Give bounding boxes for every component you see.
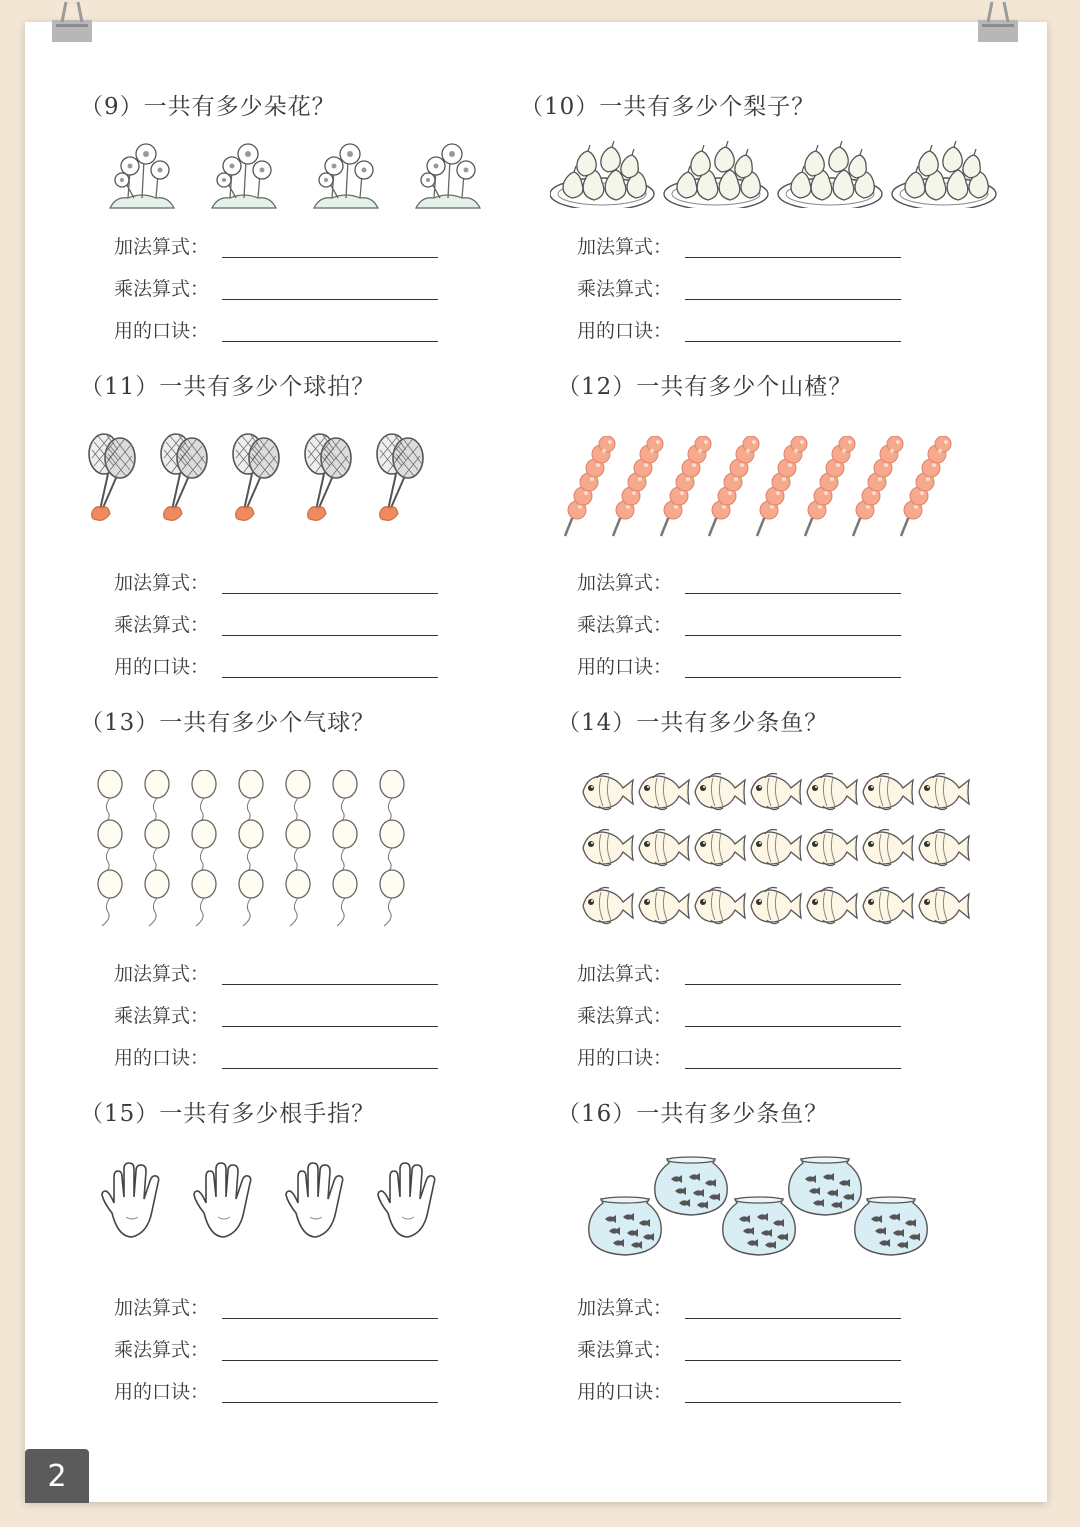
fish-row: [583, 888, 969, 924]
question-title: （13）一共有多少个气球？: [80, 710, 376, 736]
fish-bowl-icon: [589, 1197, 661, 1255]
racket-pair-icon: [89, 434, 135, 520]
rhyme-answer-blank[interactable]: [222, 1068, 438, 1069]
fish-row: [583, 774, 969, 810]
multiplication-label: 乘法算式：: [114, 1339, 210, 1361]
addition-answer-blank[interactable]: [685, 1318, 901, 1319]
addition-label: 加法算式：: [577, 963, 673, 985]
pear-plate-icon: [550, 141, 654, 208]
page-number: 2: [25, 1449, 89, 1503]
flower-bunch-icon: [110, 144, 174, 208]
addition-label: 加法算式：: [114, 236, 210, 258]
multiplication-answer-blank[interactable]: [685, 1026, 901, 1027]
question-title: （10）一共有多少个梨子？: [520, 94, 816, 120]
haw-skewer-icon: [757, 436, 807, 536]
balloon-row: [98, 870, 404, 926]
fish-bowls-picture: [587, 1151, 937, 1261]
rhyme-answer-blank[interactable]: [222, 341, 438, 342]
rhyme-answer-blank[interactable]: [685, 1068, 901, 1069]
racket-pair-icon: [233, 434, 279, 520]
hand-icon: [286, 1163, 343, 1237]
fish-row: [583, 830, 969, 866]
hand-icon: [102, 1163, 159, 1237]
rhyme-label: 用的口诀：: [577, 320, 673, 342]
addition-label: 加法算式：: [114, 963, 210, 985]
rhyme-answer-blank[interactable]: [222, 1402, 438, 1403]
addition-answer-blank[interactable]: [222, 984, 438, 985]
multiplication-label: 乘法算式：: [577, 278, 673, 300]
rhyme-answer-blank[interactable]: [685, 1402, 901, 1403]
multiplication-answer-blank[interactable]: [222, 299, 438, 300]
question-title: （11）一共有多少个球拍？: [80, 374, 376, 400]
rhyme-label: 用的口诀：: [577, 1047, 673, 1069]
rhyme-answer-blank[interactable]: [685, 341, 901, 342]
rhyme-label: 用的口诀：: [114, 656, 210, 678]
addition-label: 加法算式：: [577, 1297, 673, 1319]
addition-answer-blank[interactable]: [685, 257, 901, 258]
multiplication-label: 乘法算式：: [577, 1005, 673, 1027]
rhyme-answer-blank[interactable]: [222, 677, 438, 678]
balloon-row: [98, 820, 404, 876]
pear-plate-icon: [664, 141, 768, 208]
flower-bunch-icon: [416, 144, 480, 208]
flower-bunches-picture: [108, 140, 488, 212]
haw-skewer-icon: [565, 436, 615, 536]
pear-plate-icon: [892, 141, 996, 208]
addition-answer-blank[interactable]: [685, 984, 901, 985]
multiplication-answer-blank[interactable]: [222, 1026, 438, 1027]
racket-pair-icon: [377, 434, 423, 520]
fish-grid-picture: [579, 770, 979, 936]
multiplication-answer-blank[interactable]: [685, 1360, 901, 1361]
addition-label: 加法算式：: [577, 236, 673, 258]
rhyme-label: 用的口诀：: [577, 1381, 673, 1403]
multiplication-answer-blank[interactable]: [685, 299, 901, 300]
multiplication-label: 乘法算式：: [577, 614, 673, 636]
hands-picture: [98, 1159, 448, 1241]
pear-plates-picture: [550, 136, 1000, 208]
rhyme-label: 用的口诀：: [114, 1381, 210, 1403]
flower-bunch-icon: [314, 144, 378, 208]
fish-bowl-icon: [855, 1197, 927, 1255]
multiplication-answer-blank[interactable]: [222, 635, 438, 636]
multiplication-label: 乘法算式：: [577, 1339, 673, 1361]
multiplication-answer-blank[interactable]: [685, 635, 901, 636]
hand-icon: [194, 1163, 251, 1237]
addition-answer-blank[interactable]: [685, 593, 901, 594]
multiplication-answer-blank[interactable]: [222, 1360, 438, 1361]
multiplication-label: 乘法算式：: [114, 614, 210, 636]
haw-skewer-icon: [901, 436, 951, 536]
balloon-grid-picture: [94, 770, 424, 930]
addition-answer-blank[interactable]: [222, 257, 438, 258]
binder-clip-icon: [50, 0, 94, 44]
pear-plate-icon: [778, 141, 882, 208]
balloon-row: [98, 770, 404, 826]
question-title: （12）一共有多少个山楂？: [557, 374, 853, 400]
question-title: （16）一共有多少条鱼？: [557, 1101, 829, 1127]
rhyme-label: 用的口诀：: [114, 320, 210, 342]
question-title: （9）一共有多少朵花？: [80, 94, 336, 120]
haw-skewer-icon: [613, 436, 663, 536]
hand-icon: [378, 1163, 435, 1237]
question-title: （15）一共有多少根手指？: [80, 1101, 376, 1127]
question-title: （14）一共有多少条鱼？: [557, 710, 829, 736]
racket-pair-icon: [305, 434, 351, 520]
fish-bowl-icon: [655, 1157, 727, 1215]
binder-clip-icon: [976, 0, 1020, 44]
racket-pair-icon: [161, 434, 207, 520]
rhyme-label: 用的口诀：: [577, 656, 673, 678]
rhyme-label: 用的口诀：: [114, 1047, 210, 1069]
haw-skewers-picture: [561, 436, 971, 540]
multiplication-label: 乘法算式：: [114, 278, 210, 300]
addition-label: 加法算式：: [114, 572, 210, 594]
addition-label: 加法算式：: [114, 1297, 210, 1319]
haw-skewer-icon: [805, 436, 855, 536]
racket-pairs-picture: [86, 430, 436, 530]
addition-label: 加法算式：: [577, 572, 673, 594]
addition-answer-blank[interactable]: [222, 1318, 438, 1319]
rhyme-answer-blank[interactable]: [685, 677, 901, 678]
fish-bowl-icon: [789, 1157, 861, 1215]
haw-skewer-icon: [661, 436, 711, 536]
flower-bunch-icon: [212, 144, 276, 208]
fish-bowl-icon: [723, 1197, 795, 1255]
haw-skewer-icon: [709, 436, 759, 536]
addition-answer-blank[interactable]: [222, 593, 438, 594]
multiplication-label: 乘法算式：: [114, 1005, 210, 1027]
haw-skewer-icon: [853, 436, 903, 536]
